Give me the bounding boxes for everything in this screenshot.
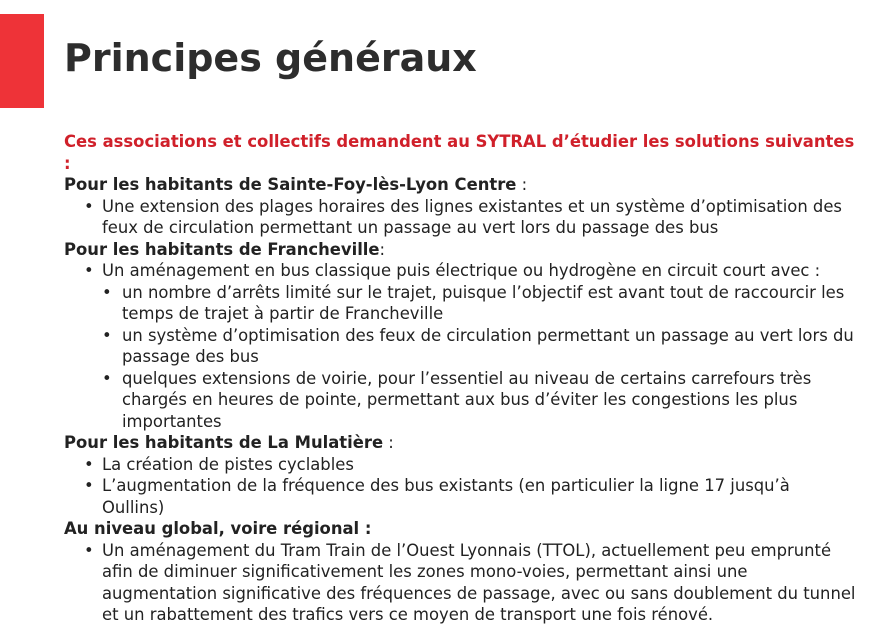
section-heading-global: Au niveau global, voire régional : <box>64 519 372 538</box>
sub-list-item: • un nombre d’arrêts limité sur le trajet, puisque l’objectif est avant tout de raccourcir les temps de trajet à partir de Francheville <box>102 282 856 325</box>
accent-bar <box>0 14 44 108</box>
list-sainte-foy <box>64 196 856 239</box>
list-global <box>64 540 856 626</box>
sublist-francheville <box>102 282 856 433</box>
list-item: • L’augmentation de la fréquence des bus existants (en particulier la ligne 17 jusqu’à Oullins) <box>64 475 856 518</box>
section-heading-sainte-foy: Pour les habitants de Sainte-Foy-lès-Lyon Centre : <box>64 175 528 194</box>
sub-list-item: • quelques extensions de voirie, pour l’essentiel au niveau de certains carrefours très chargés en heures de pointe, permettant aux bus d’éviter les congestions les plus importantes <box>102 368 856 433</box>
intro-text: Ces associations et collectifs demandent au SYTRAL d’étudier les solutions suivantes : <box>64 132 855 173</box>
section-heading-francheville: Pour les habitants de Francheville: <box>64 239 386 259</box>
content-body <box>64 131 856 626</box>
page-title: Principes généraux <box>64 36 477 80</box>
list-item: • Un aménagement en bus classique puis électrique ou hydrogène en circuit court avec : • un nombre d’arrêts limité sur le trajet, puisque l’objectif est avant tout de raccourcir les temps de trajet à partir de Francheville • un système d’optimisation des feux de circulation permettant un passage au vert lors du passage des bus • quelques extensions de voirie, pour l’essentiel au niveau de certains carrefours très chargés en heures de pointe, permettant aux bus d’éviter les congestions les plus importantes <box>64 260 856 432</box>
list-item: • La création de pistes cyclables <box>64 454 856 476</box>
list-item: • Un aménagement du Tram Train de l’Ouest Lyonnais (TTOL), actuellement peu emprunté afin de diminuer significativement les zones mono-voies, permettant ainsi une augmentation significative des fréquences de passage, avec ou sans doublement du tunnel et un rabattement des trafics vers ce moyen de transport une fois rénové. <box>64 540 856 626</box>
sub-list-item: • un système d’optimisation des feux de circulation permettant un passage au vert lors du passage des bus <box>102 325 856 368</box>
list-la-mulatiere <box>64 454 856 519</box>
list-francheville <box>64 260 856 432</box>
list-item: • Une extension des plages horaires des lignes existantes et un système d’optimisation des feux de circulation permettant un passage au vert lors du passage des bus <box>64 196 856 239</box>
section-heading-la-mulatiere: Pour les habitants de La Mulatière : <box>64 433 394 452</box>
